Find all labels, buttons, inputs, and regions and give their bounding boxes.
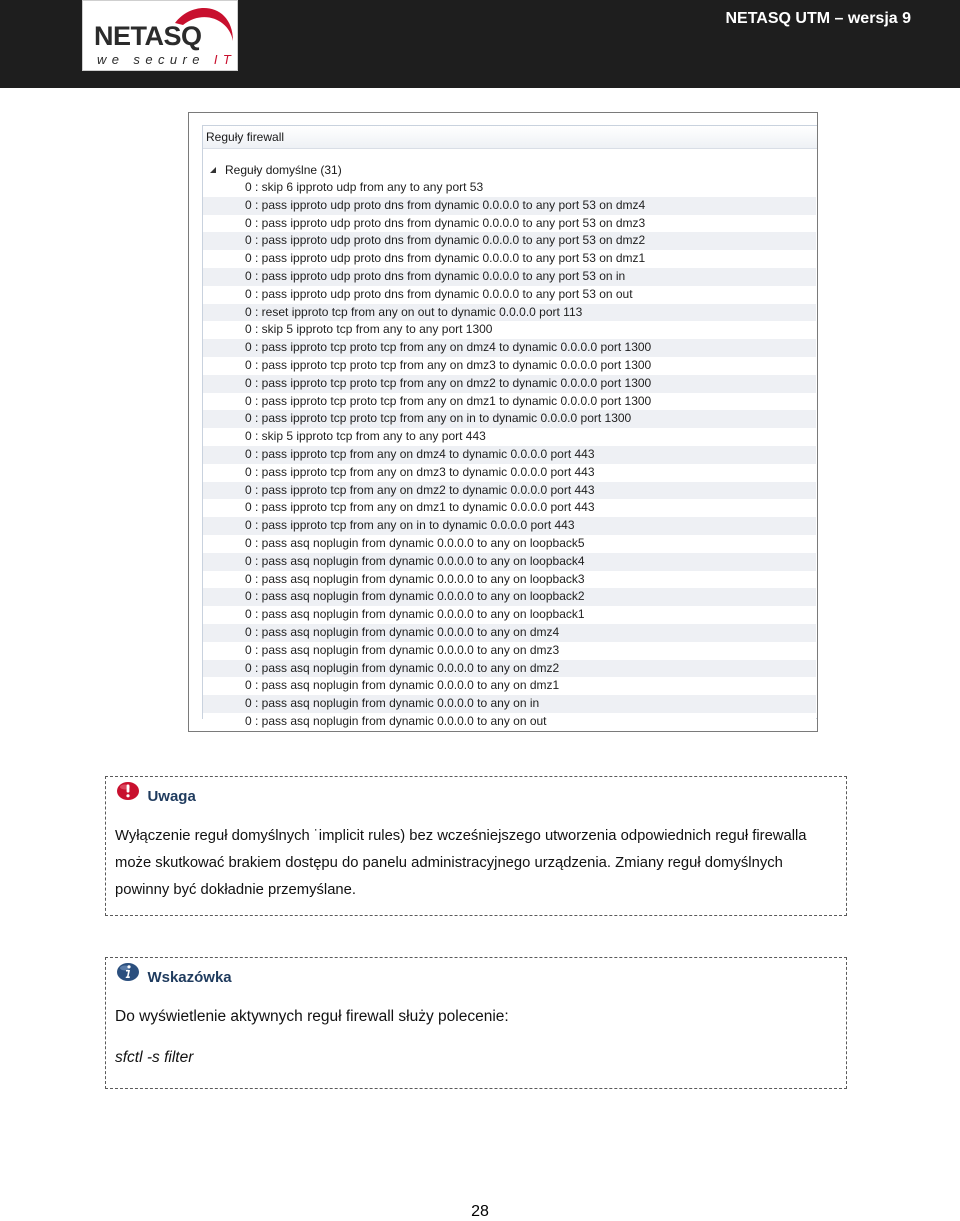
tip-header — [116, 962, 232, 984]
logo-tagline-accent: IT — [213, 52, 237, 67]
rule-row[interactable]: 0 : pass ipproto tcp proto tcp from any on in to dynamic 0.0.0.0 port 1300 — [203, 410, 816, 428]
rule-row[interactable]: 0 : pass asq noplugin from dynamic 0.0.0.0 to any on loopback1 — [203, 606, 816, 624]
logo-word: NETASQ — [94, 21, 202, 51]
warning-text: Wyłączenie reguł domyślnych ˙implicit rules) bez wcześniejszego utworzenia odpowiednich reguł firewalla może skutkować brakiem dostępu do panelu administracyjnego urządzenia. Zmiany reguł domyślnych powinny być dokładnie przemyślane. — [115, 828, 807, 898]
rule-row[interactable]: 0 : pass asq noplugin from dynamic 0.0.0.0 to any on in — [203, 695, 816, 713]
rule-row[interactable]: 0 : pass ipproto tcp proto tcp from any on dmz4 to dynamic 0.0.0.0 port 1300 — [203, 339, 816, 357]
rule-row[interactable]: 0 : pass asq noplugin from dynamic 0.0.0.0 to any on dmz3 — [203, 642, 816, 660]
logo-tagline — [97, 52, 236, 67]
rule-row[interactable]: 0 : pass ipproto tcp from any on dmz4 to dynamic 0.0.0.0 port 443 — [203, 446, 816, 464]
warning-label: Uwaga — [147, 787, 196, 805]
page-number: 28 — [471, 1203, 489, 1220]
page-header — [0, 0, 960, 88]
logo-tagline-text: we secure — [97, 52, 205, 67]
rule-row[interactable]: 0 : pass asq noplugin from dynamic 0.0.0.0 to any on loopback3 — [203, 571, 816, 589]
rule-row[interactable]: 0 : pass ipproto tcp from any on dmz3 to dynamic 0.0.0.0 port 443 — [203, 464, 816, 482]
rule-row[interactable]: 0 : pass asq noplugin from dynamic 0.0.0.0 to any on dmz1 — [203, 677, 816, 695]
rule-row[interactable]: 0 : pass ipproto tcp from any on in to dynamic 0.0.0.0 port 443 — [203, 517, 816, 535]
rule-row[interactable]: 0 : pass ipproto udp proto dns from dynamic 0.0.0.0 to any port 53 on dmz2 — [203, 232, 816, 250]
rule-row[interactable]: 0 : pass asq noplugin from dynamic 0.0.0.0 to any on loopback5 — [203, 535, 816, 553]
document-title: NETASQ UTM – wersja 9 — [725, 10, 911, 27]
rule-row[interactable]: 0 : pass ipproto tcp proto tcp from any on dmz3 to dynamic 0.0.0.0 port 1300 — [203, 357, 816, 375]
rule-row[interactable]: 0 : pass ipproto tcp from any on dmz1 to dynamic 0.0.0.0 port 443 — [203, 499, 816, 517]
rule-row[interactable]: 0 : pass ipproto tcp proto tcp from any on dmz1 to dynamic 0.0.0.0 port 1300 — [203, 393, 816, 411]
warning-box — [105, 776, 847, 916]
rule-row[interactable]: 0 : pass ipproto tcp from any on dmz2 to dynamic 0.0.0.0 port 443 — [203, 482, 816, 500]
tree-root-default-rules[interactable] — [210, 163, 342, 179]
rule-row[interactable]: 0 : pass asq noplugin from dynamic 0.0.0.0 to any on dmz2 — [203, 660, 816, 678]
collapse-triangle-icon[interactable] — [210, 167, 216, 173]
warning-header — [116, 781, 196, 803]
rule-row[interactable]: 0 : pass asq noplugin from dynamic 0.0.0.0 to any on loopback2 — [203, 588, 816, 606]
rule-row[interactable]: 0 : pass asq noplugin from dynamic 0.0.0.0 to any on loopback4 — [203, 553, 816, 571]
rule-row[interactable]: 0 : reset ipproto tcp from any on out to dynamic 0.0.0.0 port 113 — [203, 304, 816, 322]
tip-text: Do wyświetlenie aktywnych reguł firewall służy polecenie: — [115, 1008, 509, 1025]
netasq-logo — [82, 0, 238, 71]
tree-root-label: Reguły domyślne (31) — [225, 163, 342, 177]
firewall-rules-screenshot — [188, 112, 818, 732]
rule-row[interactable]: 0 : pass ipproto tcp proto tcp from any on dmz2 to dynamic 0.0.0.0 port 1300 — [203, 375, 816, 393]
rules-window-title: Reguły firewall — [206, 130, 285, 144]
rule-row[interactable]: 0 : pass ipproto udp proto dns from dynamic 0.0.0.0 to any port 53 on out — [203, 286, 816, 304]
rule-row[interactable]: 0 : skip 5 ipproto tcp from any to any port 443 — [203, 428, 816, 446]
tip-command: sfctl -s filter — [115, 1049, 194, 1066]
rule-row[interactable]: 0 : pass ipproto udp proto dns from dynamic 0.0.0.0 to any port 53 on dmz4 — [203, 197, 816, 215]
info-icon — [116, 962, 140, 982]
rule-row[interactable]: 0 : skip 5 ipproto tcp from any to any port 1300 — [203, 321, 816, 339]
rule-row[interactable]: 0 : skip 6 ipproto udp from any to any port 53 — [203, 179, 816, 197]
rule-row[interactable]: 0 : pass ipproto udp proto dns from dynamic 0.0.0.0 to any port 53 on dmz1 — [203, 250, 816, 268]
tip-label: Wskazówka — [147, 968, 232, 986]
rule-row[interactable]: 0 : pass asq noplugin from dynamic 0.0.0.0 to any on dmz4 — [203, 624, 816, 642]
rule-row[interactable]: 0 : pass asq noplugin from dynamic 0.0.0.0 to any on out — [203, 713, 816, 731]
rules-window — [202, 125, 817, 728]
rule-row[interactable]: 0 : pass ipproto udp proto dns from dynamic 0.0.0.0 to any port 53 on dmz3 — [203, 215, 816, 233]
exclamation-icon — [116, 781, 140, 801]
tip-box — [105, 957, 847, 1089]
rules-window-titlebar — [203, 126, 817, 149]
rule-row[interactable]: 0 : pass ipproto udp proto dns from dynamic 0.0.0.0 to any port 53 on in — [203, 268, 816, 286]
rules-list — [203, 179, 816, 731]
